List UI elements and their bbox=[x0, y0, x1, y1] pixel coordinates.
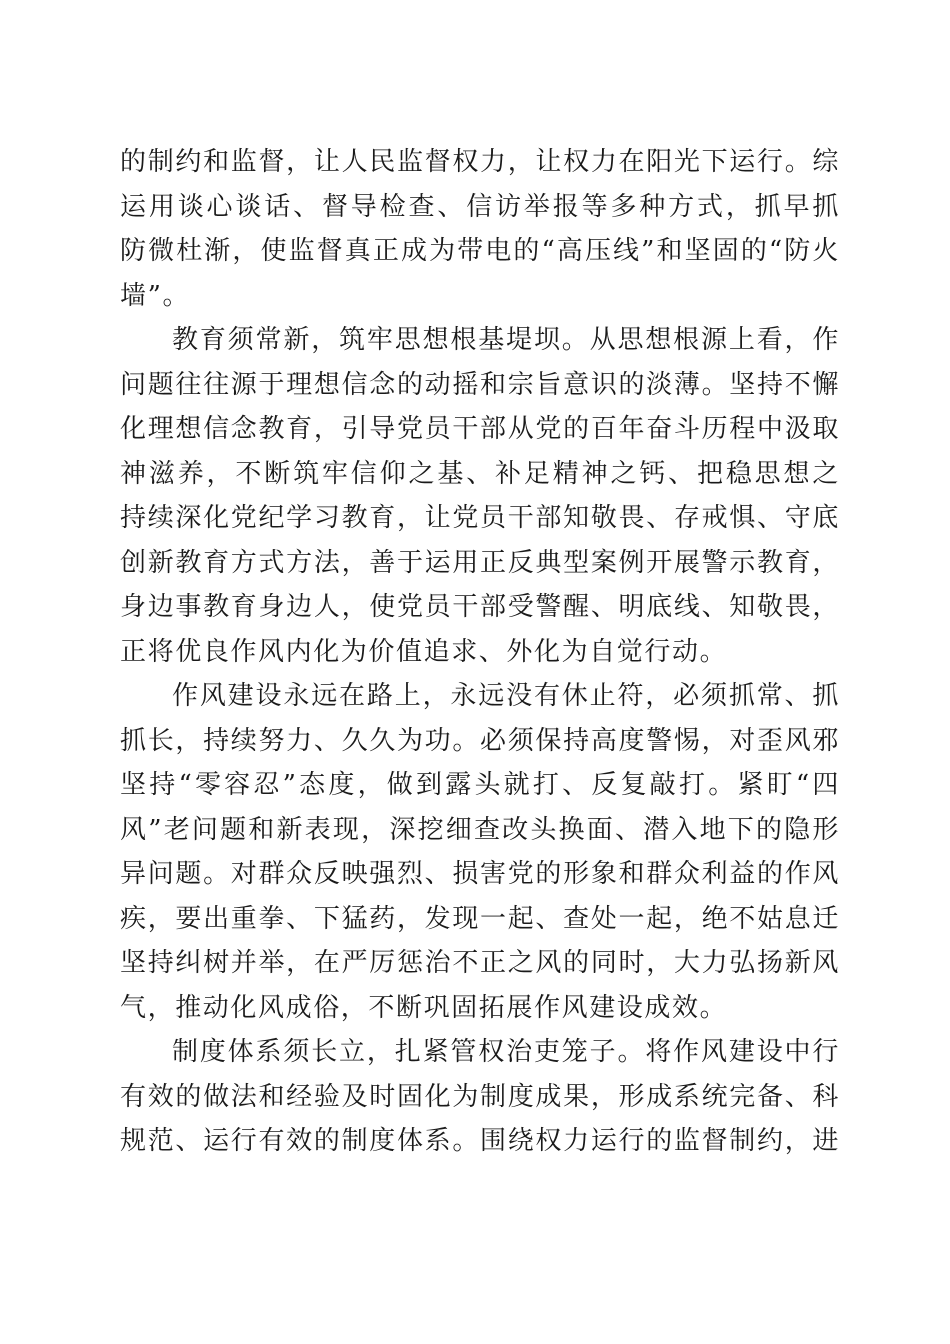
paragraph-3-line-1: 作风建设永远在路上，永远没有休止符，必须抓常、抓 bbox=[172, 681, 840, 711]
paragraph-2-line-4: 神滋养，不断筑牢信仰之基、补足精神之钙、把稳思想之 bbox=[120, 458, 840, 489]
paragraph-1-line-3: 防微杜渐，使监督真正成为带电的“高压线”和坚固的“防火 bbox=[120, 236, 840, 266]
paragraph-3-line-5: 异问题。对群众反映强烈、损害党的形象和群众利益的作风 bbox=[120, 859, 840, 889]
paragraph-2-line-7: 身边事教育身边人，使党员干部受警醒、明底线、知敬畏， bbox=[120, 592, 840, 622]
paragraph-3-line-8: 气，推动化风成俗，不断巩固拓展作风建设成效。 bbox=[120, 992, 728, 1023]
paragraph-3-line-7: 坚持纠树并举，在严厉惩治不正之风的同时，大力弘扬新风 bbox=[120, 948, 840, 978]
paragraph-1-line-4: 墙”。 bbox=[120, 280, 191, 311]
document-body bbox=[120, 140, 840, 1164]
paragraph-4-line-3: 规范、运行有效的制度体系。围绕权力运行的监督制约，进 bbox=[120, 1126, 840, 1156]
paragraph-3-line-3: 坚持“零容忍”态度，做到露头就打、反复敲打。紧盯“四 bbox=[120, 770, 840, 800]
paragraph-4-line-1: 制度体系须长立，扎紧管权治吏笼子。将作风建设中行 bbox=[172, 1037, 840, 1067]
paragraph-3-line-2: 抓长，持续努力、久久为功。必须保持高度警惕，对歪风邪 bbox=[120, 725, 840, 756]
paragraph-4-line-2: 有效的做法和经验及时固化为制度成果，形成系统完备、科 bbox=[120, 1081, 840, 1112]
paragraph-1-line-2: 运用谈心谈话、督导检查、信访举报等多种方式，抓早抓 bbox=[120, 191, 840, 222]
paragraph-3-line-4: 风”老问题和新表现，深挖细查改头换面、潜入地下的隐形 bbox=[120, 814, 840, 845]
paragraph-2-line-3: 化理想信念教育，引导党员干部从党的百年奋斗历程中汲取 bbox=[120, 414, 840, 444]
paragraph-2-line-8: 正将优良作风内化为价值追求、外化为自觉行动。 bbox=[120, 636, 728, 667]
paragraph-2-line-6: 创新教育方式方法，善于运用正反典型案例开展警示教育， bbox=[120, 547, 840, 578]
paragraph-1-line-1: 的制约和监督，让人民监督权力，让权力在阳光下运行。综 bbox=[120, 147, 840, 177]
paragraph-2-line-2: 问题往往源于理想信念的动摇和宗旨意识的淡薄。坚持不懈 bbox=[120, 369, 840, 400]
paragraph-2-line-1: 教育须常新，筑牢思想根基堤坝。从思想根源上看，作 bbox=[172, 325, 840, 355]
paragraph-2-line-5: 持续深化党纪学习教育，让党员干部知敬畏、存戒惧、守底 bbox=[120, 503, 840, 533]
paragraph-3-line-6: 疾，要出重拳、下猛药，发现一起、查处一起，绝不姑息迁 bbox=[120, 903, 840, 934]
